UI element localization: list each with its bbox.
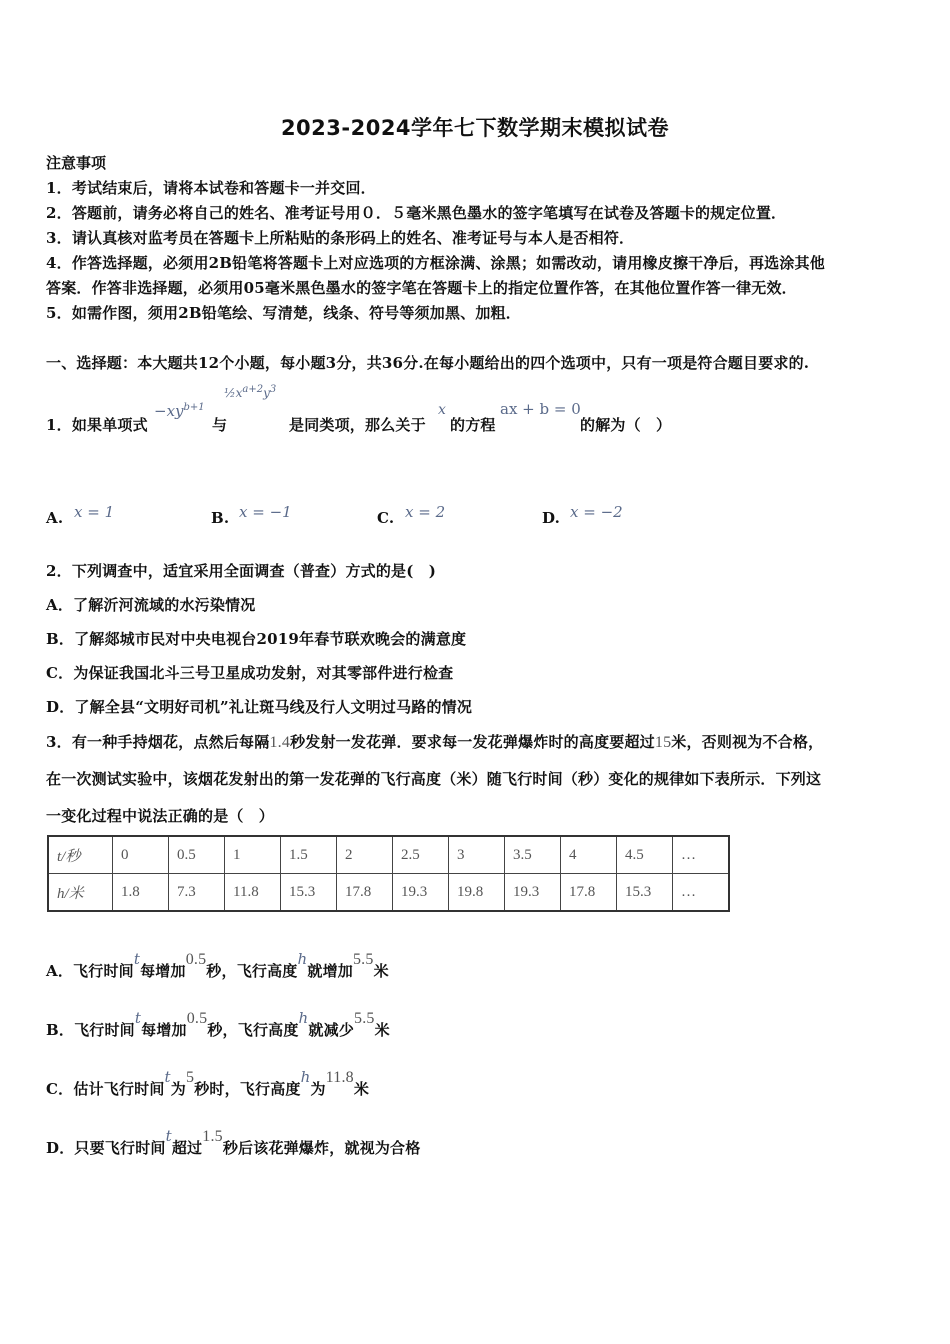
q3-option-b: B．飞行时间t每增加0.5秒，飞行高度h就减少5.5米: [46, 1009, 390, 1039]
q1-monomial-2: $\frac{1}{2}x^{a+2}y^3$: [224, 384, 277, 400]
notice-line-6: 5．如需作图，须用2B铅笔绘、写清楚，线条、符号等须加黑、加粗．: [46, 304, 521, 322]
q1-option-a-math: x = 1: [74, 503, 115, 521]
table-cell: 17.8: [561, 874, 617, 912]
q1-option-d-label: D.: [542, 509, 561, 527]
q1-text-2: 与: [212, 416, 228, 434]
table-cell: 4: [561, 836, 617, 874]
q3-line-1: 3．有一种手持烟花，点然后每隔1.4秒发射一发花弹．要求每一发花弹爆炸时的高度要超过15米，否则视为不合格，: [46, 733, 824, 751]
q1-text-1: 1．如果单项式: [46, 416, 148, 434]
table-row-height: [48, 874, 729, 912]
q1-option-a-label: A.: [46, 509, 64, 527]
q3-line-2: 在一次测试实验中，该烟花发射出的第一发花弹的飞行高度（米）随飞行时间（秒）变化的规律如下表所示．下列这: [46, 770, 822, 788]
q2-stem: 2．下列调查中，适宜采用全面调查（普查）方式的是( ): [46, 562, 437, 580]
table-cell: …: [673, 836, 730, 874]
q1-var-x: x: [438, 402, 446, 418]
q3-option-d: D．只要飞行时间t超过1.5秒后该花弹爆炸，就视为合格: [46, 1127, 421, 1157]
notice-line-5: 答案．作答非选择题，必须用05毫米黑色墨水的签字笔在答题卡上的指定位置作答，在其他位置作答一律无效．: [46, 279, 797, 297]
q1-option-d-math: x = −2: [570, 503, 623, 521]
table-cell: h/米: [48, 874, 113, 912]
q2-option-a: A．了解沂河流域的水污染情况: [46, 596, 256, 614]
q1-monomial-1: $-xy^{b+1}$: [154, 402, 205, 420]
table-cell: 19.8: [449, 874, 505, 912]
table-cell: 19.3: [505, 874, 561, 912]
q2-option-c: C．为保证我国北斗三号卫星成功发射，对其零部件进行检查: [46, 664, 454, 682]
q1-text-3: 是同类项，那么关于: [289, 416, 426, 434]
page-title: 2023-2024学年七下数学期末模拟试卷: [280, 116, 670, 140]
table-cell: 1: [225, 836, 281, 874]
q1-text-4: 的方程: [450, 416, 496, 434]
table-cell: 11.8: [225, 874, 281, 912]
table-cell: 2.5: [393, 836, 449, 874]
table-cell: 1.5: [281, 836, 337, 874]
table-cell: 1.8: [113, 874, 169, 912]
table-cell: 7.3: [169, 874, 225, 912]
q1-option-c-math: x = 2: [405, 503, 446, 521]
q3-data-table: [47, 835, 730, 912]
q1-option-b-label: B.: [211, 509, 230, 527]
table-cell: 19.3: [393, 874, 449, 912]
table-cell: 0: [113, 836, 169, 874]
table-cell: 3.5: [505, 836, 561, 874]
table-cell: 3: [449, 836, 505, 874]
notice-line-3: 3．请认真核对监考员在答题卡上所粘贴的条形码上的姓名、准考证号与本人是否相符．: [46, 229, 635, 247]
table-cell: 15.3: [617, 874, 673, 912]
q1-equation: ax + b = 0: [500, 400, 581, 418]
q1-option-c-label: C.: [377, 509, 395, 527]
q1-text-5: 的解为（ ）: [580, 416, 672, 434]
notice-line-1: 1．考试结束后，请将本试卷和答题卡一并交回．: [46, 179, 376, 197]
q2-option-d: D．了解全县“文明好司机”礼让斑马线及行人文明过马路的情况: [46, 698, 473, 716]
section-heading: 一、选择题：本大题共12个小题，每小题3分，共36分.在每小题给出的四个选项中，只有一项是符合题目要求的.: [46, 354, 810, 372]
q3-option-c: C．估计飞行时间t为5秒时，飞行高度h为11.8米: [46, 1068, 370, 1098]
q1-option-b-math: x = −1: [239, 503, 292, 521]
table-cell: 0.5: [169, 836, 225, 874]
q3-line-3: 一变化过程中说法正确的是（ ）: [46, 807, 275, 825]
notice-line-4: 4．作答选择题，必须用2B铅笔将答题卡上对应选项的方框涂满、涂黑；如需改动，请用橡皮擦干净后，再选涂其他: [46, 254, 825, 272]
table-cell: t/秒: [48, 836, 113, 874]
table-cell: 15.3: [281, 874, 337, 912]
table-cell: …: [673, 874, 730, 912]
q2-option-b: B．了解郯城市民对中央电视台2019年春节联欢晚会的满意度: [46, 630, 467, 648]
notice-heading: 注意事项: [46, 154, 107, 172]
q3-option-a: A．飞行时间t每增加0.5秒，飞行高度h就增加5.5米: [46, 950, 389, 980]
table-cell: 4.5: [617, 836, 673, 874]
table-cell: 17.8: [337, 874, 393, 912]
table-cell: 2: [337, 836, 393, 874]
notice-line-2: 2．答题前，请务必将自己的姓名、准考证号用０．５毫米黑色墨水的签字笔填写在试卷及答题卡的规定位置．: [46, 204, 787, 222]
table-row-time: [48, 836, 729, 874]
